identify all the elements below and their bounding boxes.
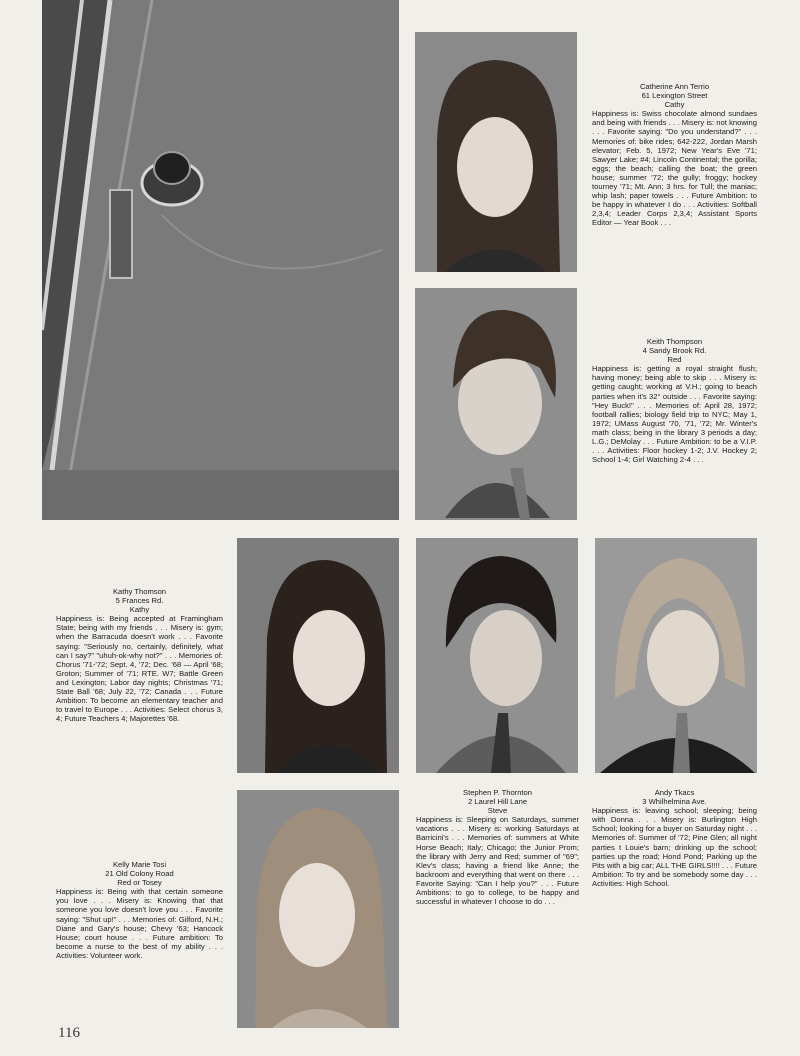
portrait-photo — [415, 32, 577, 272]
student-entry — [416, 788, 579, 906]
student-nickname: Steve — [487, 806, 508, 816]
student-name: Andy Tkacs — [654, 788, 695, 797]
student-entry — [56, 587, 223, 723]
student-nickname: Kathy — [129, 605, 150, 615]
student-entry — [592, 337, 757, 464]
student-nickname: Red — [667, 355, 682, 365]
student-nickname: Red or Tosey — [117, 878, 162, 888]
student-address: 5 Frances Rd. — [115, 596, 164, 606]
student-entry — [592, 82, 757, 228]
student-bio: Happiness is: Being accepted at Framingham State; being with my friends . . . Misery is: gym; when the Barracuda doesn't work . . . Favorite saying: "Seriously no, certainly, definitely, what can I say?" "uhuh-ok-why not?" . . . Memories of: Chorus '71-'72; Sept. 4, '72; Dec. '68 — April '68; Groton; Summer of '71; RTE. W7; Battle Green and Lexington; Labor day nights; Christmas '71; State Ball '68; July 22, '72; Canada . . . Future Ambition: To become an elementary teacher and to travel to Europe . . . Activities: Select chorus 3, 4; Future Teachers 4; Majorettes '68. — [56, 614, 223, 724]
portrait-photo — [595, 538, 757, 773]
student-bio: Happiness is: Sleeping on Saturdays, summer vacations . . . Misery is: working Saturdays at Barricini's . . . Memories of: summers at White Horse Beach; Italy; Chicago; the Junior Prom; the library with Jerry and Red; summer of "69"; Klev's class; having a friend like Anne; the backroom and everything that went on there . . . Favorite Saying: "Can I help you?" . . . Future Ambitions: to go to college, to be happy and successful in whatever I choose to do . . . — [416, 815, 579, 907]
student-name: Kelly Marie Tosi — [112, 860, 167, 869]
portrait-photo — [237, 538, 399, 773]
student-name: Kathy Thomson — [112, 587, 167, 596]
student-name: Stephen P. Thornton — [463, 788, 532, 797]
door-handle-photo — [42, 0, 399, 520]
student-address: 4 Sandy Brook Rd. — [642, 346, 707, 356]
student-name: Keith Thompson — [646, 337, 703, 346]
student-bio: Happiness is: Swiss chocolate almond sundaes and being with friends . . . Misery is: not knowing . . . Favorite saying: "Do you understand?" . . . Memories of: bike rides; 642-222, Jordan Marsh elevator; Feb. 5, 1972; New Year's Eve '71; Sawyer Lake; #4; Lincoln Continental; the gorilla; eggs; the beach; calling the boat; the green house; summer '72; the gully; froggy; hockey tourney '71; Mt. Ann; 3 hrs. for Tull; the maniac; whip lash; paper towels . . . Future Ambition: to be happy in whatever I do . . . Activities: Softball 2,3,4; Leader Corps 2,3,4; Assistant Sports Editor — Year Book . . . — [592, 109, 757, 228]
page-number: 116 — [58, 1025, 80, 1041]
student-address: 61 Lexington Street — [641, 91, 708, 101]
student-bio: Happiness is: getting a royal straight flush; having money; being able to skip . . . Misery is: getting caught; working at V.H.; going to beach parties when it's 32° outside . . . Favorite saying: "Hey Buck!" . . . Memories of: April 28, 1972; football rallies; biology field trip to NYC; May 1, 1972; UMass August '70, '71, '72; Mr. Winter's math class; being in the library 3 periods a day; L.G.; DeMolay . . . Future Ambition: to be a V.I.P. . . . Activities: Floor hockey 1-2; J.V. Hockey 2; School 1-4; Girl Watching 2-4 . . . — [592, 364, 757, 465]
student-entry — [592, 788, 757, 888]
student-entry — [56, 860, 223, 960]
student-address: 2 Laurel Hill Lane — [467, 797, 528, 807]
student-bio: Happiness is: Being with that certain someone you love . . . Misery is: Knowing that that someone you love doesn't love you . . . Favorite saying: "Shut up!" . . . Memories of: Gilford, N.H.; Diane and Gary's house; Chevy '63; Hancock House; court house . . . Future ambition: To become a nurse to the best of my ability . . . Activities: Volunteer work. — [56, 887, 223, 960]
portrait-photo — [416, 538, 578, 773]
student-address: 21 Old Colony Road — [105, 869, 174, 879]
student-name: Catherine Ann Terrio — [639, 82, 710, 91]
student-bio: Happiness is: leaving school; sleeping; being with Donna . . . Misery is: Burlington High School; looking for a buyer on Saturday night . . . Memories of: Summer of '72; Pine Glen; all night parties t Louie's barn; drinking up the school; parties up the road; Hond Pond; Parking up the Pits with a big car; ALL THE GIRLS!!!! . . . Future Ambition: To try and be somebody some day . . . Activities: High School. — [592, 806, 757, 888]
student-nickname: Cathy — [664, 100, 685, 110]
portrait-photo — [415, 288, 577, 520]
student-address: 3 Whilhelmina Ave. — [642, 797, 707, 807]
portrait-photo — [237, 790, 399, 1028]
